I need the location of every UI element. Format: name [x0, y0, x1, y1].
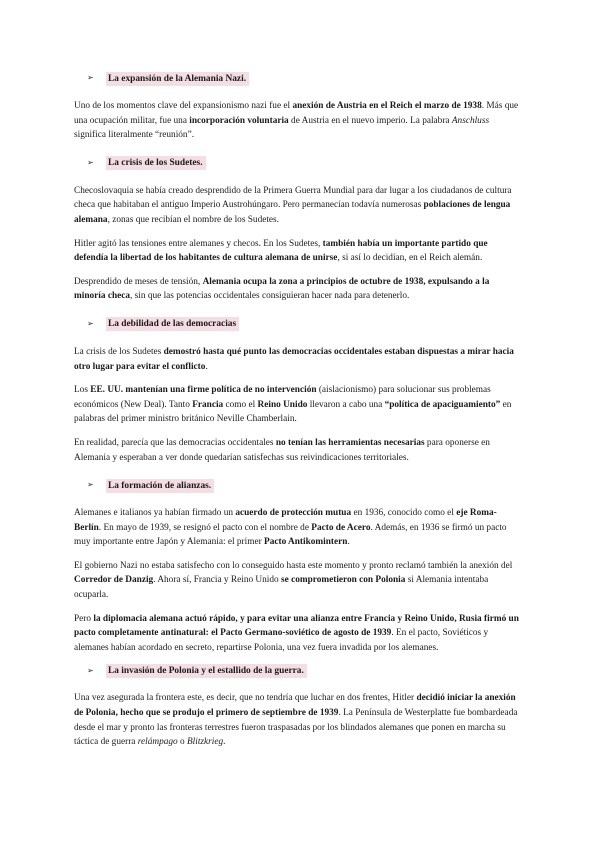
- italic-text-run: Blitzkrieg: [187, 737, 224, 748]
- text-run: o: [177, 737, 187, 748]
- text-run: . En mayo de 1939, se resignó el pacto con el nombre de: [98, 522, 312, 533]
- arrow-bullet-icon: ➢: [87, 157, 94, 167]
- section-heading-row: [87, 70, 522, 87]
- section-heading: La invasión de Polonia y el estallido de la guerra.: [106, 664, 307, 678]
- arrow-bullet-icon: ➢: [87, 73, 94, 83]
- paragraph: [74, 237, 522, 266]
- bold-text-run: se comprometieron con Polonia: [281, 575, 406, 586]
- text-run: Los: [74, 385, 91, 396]
- text-run: Pero: [74, 613, 94, 624]
- text-run: , zonas que recibían el nombre de los Sudetes.: [107, 214, 280, 225]
- text-run: de Austria en el nuevo imperio. La palabra: [288, 115, 452, 126]
- text-run: . Más que una ocupación militar, fue una: [74, 101, 519, 126]
- italic-text-run: relámpago: [137, 737, 178, 748]
- text-run: Checoslovaquia se había creado desprendido de la Primera Guerra Mundial para dar lugar a los ciudadanos de cultura checa que habitaban el antiguo Imperio Austrohúngaro. Pero permanecían todavía numerosas: [74, 185, 512, 211]
- text-run: para oponerse en Alemania y esperaban a ver donde quedarían satisfechas sus reivindicaciones territoriales.: [74, 437, 490, 463]
- paragraph: [74, 99, 522, 143]
- text-run: Uno de los momentos clave del expansionismo nazi fue el: [74, 101, 293, 111]
- section-heading-row: [87, 477, 522, 494]
- bold-text-run: decidió iniciar la anexión de Polonia, hecho que se produjo el primero de septiembre de 1939: [74, 693, 516, 719]
- bold-text-run: Pacto Antikomintern: [264, 537, 348, 548]
- text-run: Una vez asegurada la frontera este, es decir, que no tendría que luchar en dos frentes, Hitler: [74, 693, 417, 704]
- text-run: . Ahora sí, Francia y Reino Unido: [153, 575, 282, 586]
- text-run: .: [205, 361, 208, 372]
- bold-text-run: la diplomacia alemana actuó rápido, y para evitar una alianza entre Francia y Reino Unido, Rusia firmó un pacto completamente antinatural: el Pacto Germano-soviético de agosto de 1939: [74, 613, 519, 639]
- bold-text-run: acuerdo de protección mutua: [235, 508, 352, 519]
- section-heading: La expansión de la Alemania Nazi.: [106, 72, 249, 86]
- text-run: si Alemania intentaba ocuparla.: [74, 575, 489, 601]
- text-run: Hitler agitó las tensiones entre alemanes y checos. En los Sudetes,: [74, 238, 323, 249]
- text-run: . Además, en 1936 se firmó un pacto muy importante entre Japón y Alemania: el primer: [74, 522, 507, 548]
- section-heading-row: [87, 316, 522, 333]
- bold-text-run: demostró hasta qué punto las democracias occidentales estaban dispuestas a mirar hacia otro lugar para evitar el conflicto: [74, 346, 514, 372]
- bold-text-run: también había un importante partido que defendía la libertad de los habitantes de cultura alemana de unirse: [74, 238, 488, 264]
- text-run: . En el pacto, Soviéticos y alemanes habían acordado en secreto, repartirse Polonia, una vez fuera invadida por los alemanes.: [74, 628, 489, 653]
- section-heading: La formación de alianzas.: [106, 479, 214, 493]
- text-run: significa literalmente “reunión”.: [74, 130, 195, 141]
- arrow-bullet-icon: ➢: [87, 480, 94, 490]
- paragraph: [74, 184, 522, 228]
- italic-text-run: Anschluss: [451, 115, 490, 126]
- text-run: como el: [223, 399, 258, 410]
- paragraph: [74, 383, 522, 427]
- section-heading-row: [87, 662, 522, 679]
- text-run: en 1936, conocido como el: [351, 508, 457, 519]
- bold-text-run: EE. UU. mantenían una firme política de no intervención: [90, 385, 317, 396]
- arrow-bullet-icon: ➢: [87, 319, 94, 329]
- bold-text-run: Corredor de Danzig: [74, 575, 154, 586]
- bold-text-run: Francia: [192, 399, 224, 410]
- section-heading: La crisis de los Sudetes.: [106, 156, 206, 170]
- text-run: El gobierno Nazi no estaba satisfecho con lo conseguido hasta este momento y pronto reclamó también la anexión del: [74, 560, 513, 571]
- text-run: .: [347, 537, 350, 548]
- section-heading-row: [87, 155, 522, 172]
- bold-text-run: incorporación voluntaria: [189, 115, 289, 126]
- text-run: en palabras del primer ministro británico Neville Chamberlain.: [74, 399, 512, 425]
- bold-text-run: Reino Unido: [257, 399, 308, 410]
- bold-text-run: “política de apaciguamiento”: [384, 399, 501, 410]
- text-run: .: [223, 737, 226, 748]
- paragraph: [74, 691, 522, 749]
- text-run: (aislacionismo) para solucionar sus problemas económicos (New Deal). Tanto: [74, 385, 491, 410]
- paragraph: [74, 506, 522, 550]
- text-run: llevaron a cabo una: [307, 399, 385, 410]
- section-heading: La debilidad de las democracias: [106, 317, 239, 331]
- text-run: . La Península de Westerplatte fue bombardeada desde el mar y pronto las fronteras terrestres fueron traspasadas por los blindados alemanes que ponen en marcha su táctica de guerra: [74, 708, 518, 748]
- bold-text-run: Alemania ocupa la zona a principios de octubre de 1938, expulsando a la minoría checa: [74, 276, 490, 302]
- bold-text-run: anexión de Austria en el Reich el marzo de 1938: [292, 101, 482, 111]
- text-run: La crisis de los Sudetes: [74, 346, 164, 357]
- bold-text-run: eje Roma-Berlín: [74, 508, 497, 533]
- paragraph: [74, 345, 522, 374]
- bold-text-run: poblaciones de lengua alemana: [74, 200, 511, 225]
- text-run: En realidad, parecía que las democracias occidentales: [74, 437, 276, 448]
- bold-text-run: no tenían las herramientas necesarias: [275, 437, 425, 448]
- text-run: , si así lo decidían, en el Reich alemán.: [337, 253, 483, 264]
- text-run: , sin que las potencias occidentales consiguieran hacer nada para detenerlo.: [130, 291, 410, 302]
- paragraph: [74, 436, 522, 465]
- paragraph: [74, 559, 522, 603]
- paragraph: [74, 275, 522, 304]
- bold-text-run: Pacto de Acero: [311, 522, 371, 533]
- arrow-bullet-icon: ➢: [87, 665, 94, 675]
- paragraph: [74, 612, 522, 656]
- text-run: Desprendido de meses de tensión,: [74, 276, 203, 287]
- text-run: Alemanes e italianos ya habían firmado un: [74, 508, 236, 519]
